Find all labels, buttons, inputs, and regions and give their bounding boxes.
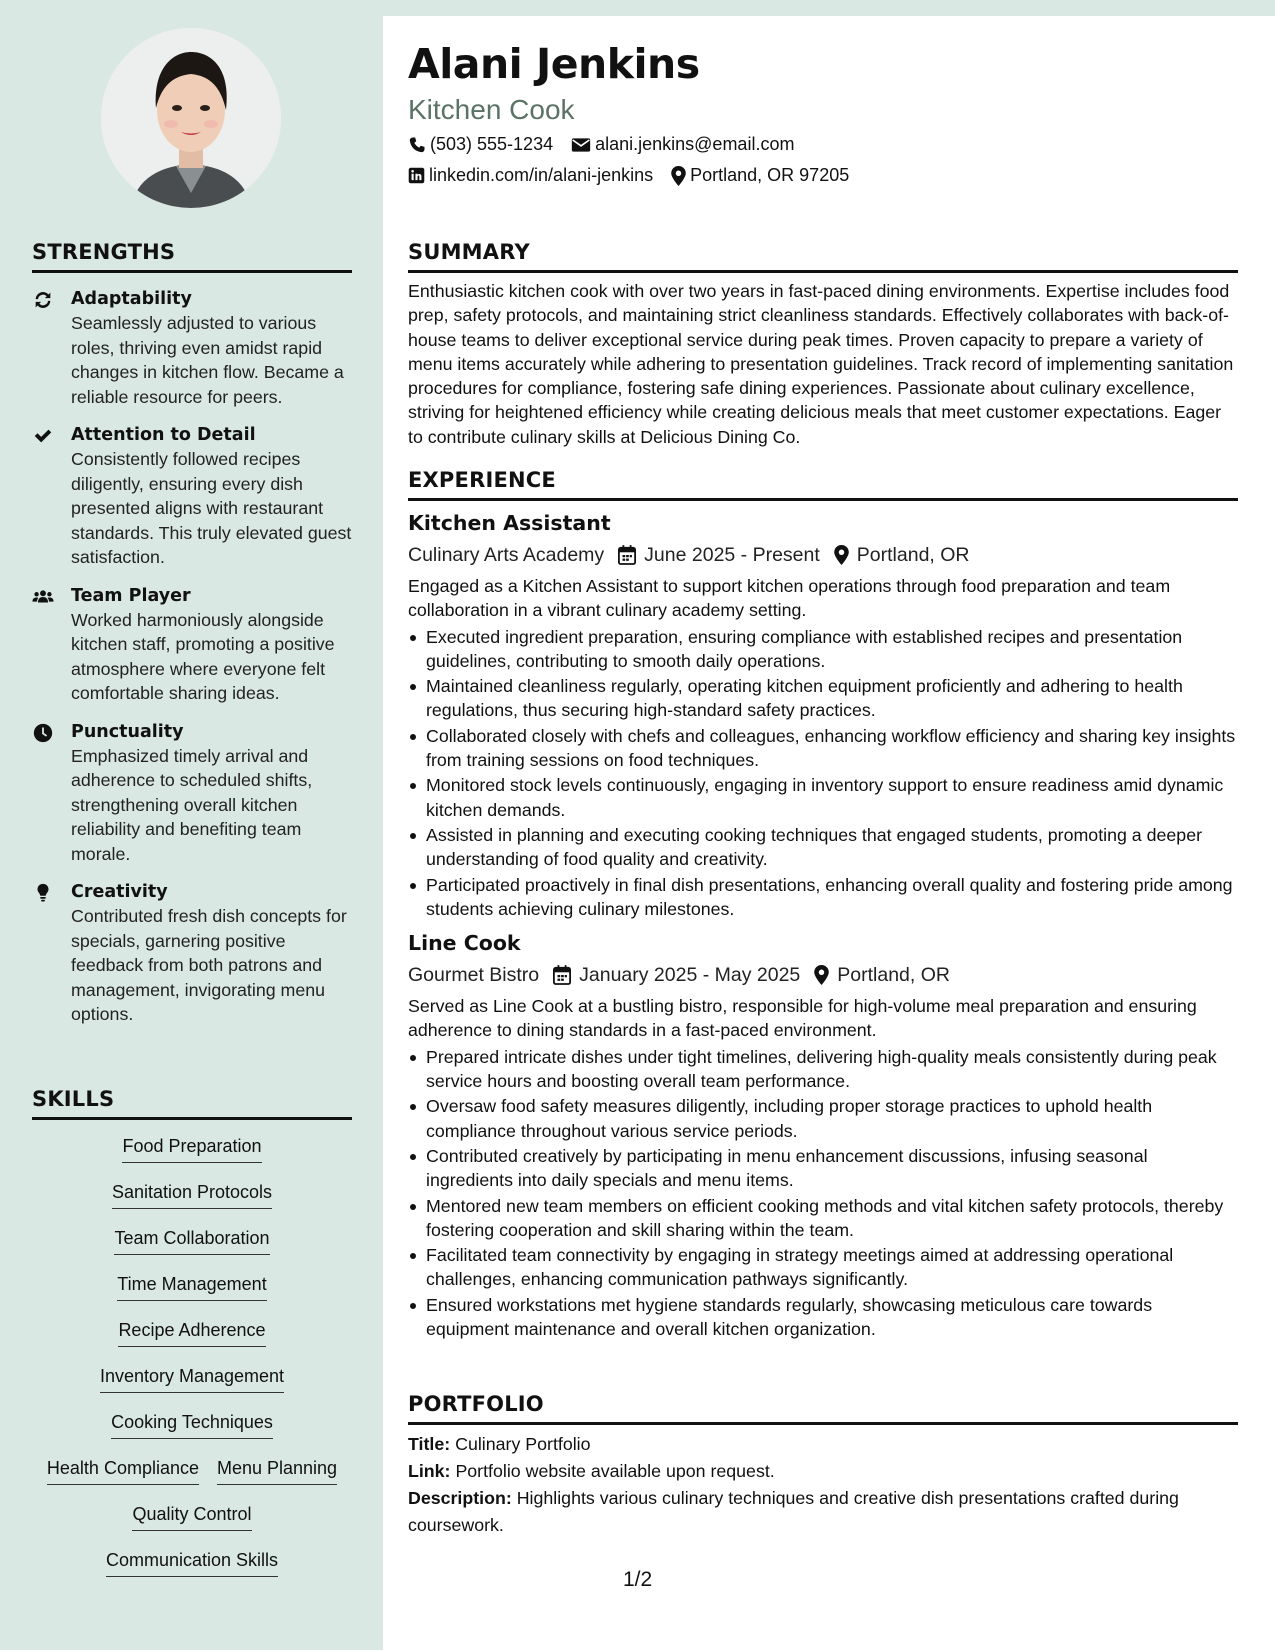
location-text: Portland, OR 97205 bbox=[690, 165, 850, 185]
main-content bbox=[383, 16, 1275, 1650]
bullet-item: Ensured workstations met hygiene standards regularly, showcasing meticulous care towards equipment maintenance and overall kitchen organization. bbox=[408, 1293, 1238, 1342]
strength-desc: Emphasized timely arrival and adherence to scheduled shifts, strengthening overall kitchen reliability and benefiting team morale. bbox=[71, 745, 313, 864]
map-pin-icon bbox=[834, 545, 849, 565]
portfolio-desc-line bbox=[408, 1485, 1238, 1539]
bullet-item: Monitored stock levels continuously, engaging in inventory support to ensure readiness amid dynamic kitchen demands. bbox=[408, 773, 1238, 822]
strength-item-attention-to-detail bbox=[32, 423, 352, 570]
portfolio-link-value: Portfolio website available upon request. bbox=[455, 1461, 775, 1481]
phone-text: (503) 555-1234 bbox=[430, 134, 554, 154]
bullet-item: Assisted in planning and executing cooking techniques that engaged students, promoting a deeper understanding of food quality and creativity. bbox=[408, 823, 1238, 872]
phone-icon bbox=[408, 136, 426, 154]
job-dates-text: January 2025 - May 2025 bbox=[579, 964, 801, 987]
skills-list bbox=[32, 1134, 352, 1594]
job-location-text: Portland, OR bbox=[837, 964, 950, 987]
email-contact[interactable] bbox=[571, 134, 794, 155]
map-pin-icon bbox=[814, 965, 829, 985]
strength-desc: Worked harmoniously alongside kitchen staff, promoting a positive atmosphere where everyone felt comfortable sharing ideas. bbox=[71, 609, 335, 703]
experience-section bbox=[408, 468, 1238, 1342]
strength-item-adaptability bbox=[32, 287, 352, 409]
users-icon bbox=[32, 586, 54, 608]
location-contact bbox=[671, 165, 849, 186]
job-bullets bbox=[408, 1045, 1238, 1342]
portfolio-desc-value: Highlights various culinary techniques and creative dish presentations crafted during coursework. bbox=[408, 1488, 1179, 1535]
strengths-section bbox=[32, 240, 352, 1027]
lightbulb-icon bbox=[32, 882, 54, 904]
check-icon bbox=[32, 425, 54, 447]
skill-item: Communication Skills bbox=[106, 1548, 278, 1577]
job-entry bbox=[408, 509, 1238, 921]
contact-row-1 bbox=[408, 134, 812, 155]
bullet-item: Facilitated team connectivity by engaging in strategy meetings aimed at addressing operational challenges, enhancing communication pathways significantly. bbox=[408, 1243, 1238, 1292]
portfolio-desc-label: Description: bbox=[408, 1488, 512, 1508]
job-dates bbox=[604, 540, 820, 570]
calendar-icon bbox=[553, 965, 571, 985]
strength-item-team-player bbox=[32, 584, 352, 706]
contact-row-2 bbox=[408, 165, 867, 186]
portfolio-section bbox=[408, 1392, 1238, 1539]
avatar-portrait-icon bbox=[101, 28, 281, 208]
bullet-item: Oversaw food safety measures diligently, including proper storage practices to uphold health compliance throughout various service periods. bbox=[408, 1094, 1238, 1143]
envelope-icon bbox=[571, 137, 591, 153]
bullet-item: Maintained cleanliness regularly, operating kitchen equipment proficiently and adhering to health regulations, thus securing high-standard safety practices. bbox=[408, 674, 1238, 723]
strength-desc: Contributed fresh dish concepts for specials, garnering positive feedback from both patrons and management, invigorating menu options. bbox=[71, 906, 347, 1024]
bullet-item: Mentored new team members on efficient cooking methods and vital kitchen safety protocols, thereby fostering cooperation and skill sharing within the team. bbox=[408, 1194, 1238, 1243]
job-location bbox=[800, 960, 950, 990]
strength-title: Adaptability bbox=[71, 289, 192, 309]
sync-icon bbox=[32, 289, 54, 311]
summary-section bbox=[408, 240, 1238, 449]
job-company: Culinary Arts Academy bbox=[408, 544, 605, 566]
skill-item: Inventory Management bbox=[100, 1364, 284, 1393]
portfolio-link-label: Link: bbox=[408, 1461, 451, 1481]
linkedin-contact[interactable] bbox=[408, 165, 653, 186]
experience-heading: EXPERIENCE bbox=[408, 468, 1238, 501]
candidate-name: Alani Jenkins bbox=[408, 40, 700, 88]
job-role: Kitchen Assistant bbox=[408, 511, 611, 535]
job-role: Line Cook bbox=[408, 931, 521, 956]
bullet-item: Participated proactively in final dish presentations, enhancing overall quality and fostering pride among students achieving culinary milestones. bbox=[408, 873, 1238, 922]
sidebar bbox=[0, 0, 383, 1650]
job-desc: Engaged as a Kitchen Assistant to support kitchen operations through food preparation and team collaboration in a vibrant culinary academy setting. bbox=[408, 576, 1171, 621]
summary-heading: SUMMARY bbox=[408, 240, 1238, 273]
linkedin-icon bbox=[408, 167, 425, 184]
skill-item: Team Collaboration bbox=[114, 1226, 269, 1255]
strength-title: Attention to Detail bbox=[71, 425, 256, 445]
job-meta bbox=[408, 960, 1238, 990]
portfolio-heading: PORTFOLIO bbox=[408, 1392, 1238, 1425]
skill-item: Cooking Techniques bbox=[111, 1410, 273, 1439]
bullet-item: Collaborated closely with chefs and colleagues, enhancing workflow efficiency and sharing key insights from training sessions on food techniques. bbox=[408, 724, 1238, 773]
strength-item-punctuality bbox=[32, 720, 352, 867]
bullet-item: Contributed creatively by participating in menu enhancement discussions, infusing seasonal ingredients into daily specials and menu items. bbox=[408, 1144, 1238, 1193]
job-entry bbox=[408, 929, 1238, 1341]
summary-text: Enthusiastic kitchen cook with over two years in fast-paced dining environments. Expertise includes food prep, safety protocols, and maintaining strict cleanliness standards. Effectively collaborates with back-of-house teams to deliver exceptional service during peak times. Proven capacity to prepare a variety of menu items accurately while adhering to presentation guidelines. Track record of implementing sanitation procedures for compliance, fostering safe dining experiences. Passionate about culinary excellence, striving for heightened efficiency while creating delicious meals that meet customer expectations. Eager to contribute culinary skills at Delicious Dining Co. bbox=[408, 281, 1234, 447]
skill-item: Menu Planning bbox=[217, 1456, 337, 1485]
strengths-heading: STRENGTHS bbox=[32, 240, 352, 273]
job-desc: Served as Line Cook at a bustling bistro, responsible for high-volume meal preparation and ensuring adherence to dining standards in a fast-paced environment. bbox=[408, 996, 1197, 1041]
portfolio-title-value: Culinary Portfolio bbox=[455, 1434, 591, 1454]
strength-title: Punctuality bbox=[71, 721, 184, 742]
page-number: 1/2 bbox=[623, 1568, 653, 1591]
skill-item: Recipe Adherence bbox=[118, 1318, 265, 1347]
job-location bbox=[820, 540, 970, 570]
skill-item: Health Compliance bbox=[47, 1456, 199, 1485]
email-text[interactable]: alani.jenkins@email.com bbox=[595, 134, 795, 154]
skills-heading: SKILLS bbox=[32, 1087, 352, 1120]
skill-item: Sanitation Protocols bbox=[112, 1180, 272, 1209]
strength-desc: Consistently followed recipes diligently, ensuring every dish presented aligns with restaurant standards. This truly elevated guest satisfaction. bbox=[71, 449, 352, 567]
skill-item: Food Preparation bbox=[122, 1134, 261, 1163]
skills-section bbox=[32, 1087, 352, 1594]
job-meta bbox=[408, 540, 1238, 570]
job-bullets bbox=[408, 625, 1238, 922]
job-dates-text: June 2025 - Present bbox=[644, 544, 820, 566]
clock-icon bbox=[32, 722, 54, 744]
calendar-icon bbox=[618, 545, 636, 565]
skill-item: Quality Control bbox=[132, 1502, 251, 1531]
skill-item: Time Management bbox=[117, 1272, 266, 1301]
portfolio-link-line bbox=[408, 1458, 1238, 1485]
linkedin-text[interactable]: linkedin.com/in/alani-jenkins bbox=[429, 165, 654, 185]
strength-desc: Seamlessly adjusted to various roles, thriving even amidst rapid changes in kitchen flow. Became a reliable resource for peers. bbox=[71, 313, 344, 407]
strength-title: Creativity bbox=[71, 882, 168, 902]
candidate-title: Kitchen Cook bbox=[408, 94, 575, 125]
portfolio-title-line bbox=[408, 1431, 1238, 1458]
bullet-item: Executed ingredient preparation, ensuring compliance with established recipes and presentation guidelines, contributing to smooth daily operations. bbox=[408, 625, 1238, 674]
strength-title: Team Player bbox=[71, 585, 191, 606]
job-company: Gourmet Bistro bbox=[408, 964, 540, 987]
strength-item-creativity bbox=[32, 880, 352, 1027]
job-location-text: Portland, OR bbox=[856, 544, 970, 566]
avatar bbox=[101, 28, 281, 208]
map-pin-icon bbox=[671, 166, 686, 186]
portfolio-title-label: Title: bbox=[408, 1434, 451, 1454]
phone-contact bbox=[408, 134, 553, 155]
bullet-item: Prepared intricate dishes under tight timelines, delivering high-quality meals consistently during peak service hours and boosting overall team performance. bbox=[408, 1045, 1238, 1094]
job-dates bbox=[539, 960, 800, 990]
